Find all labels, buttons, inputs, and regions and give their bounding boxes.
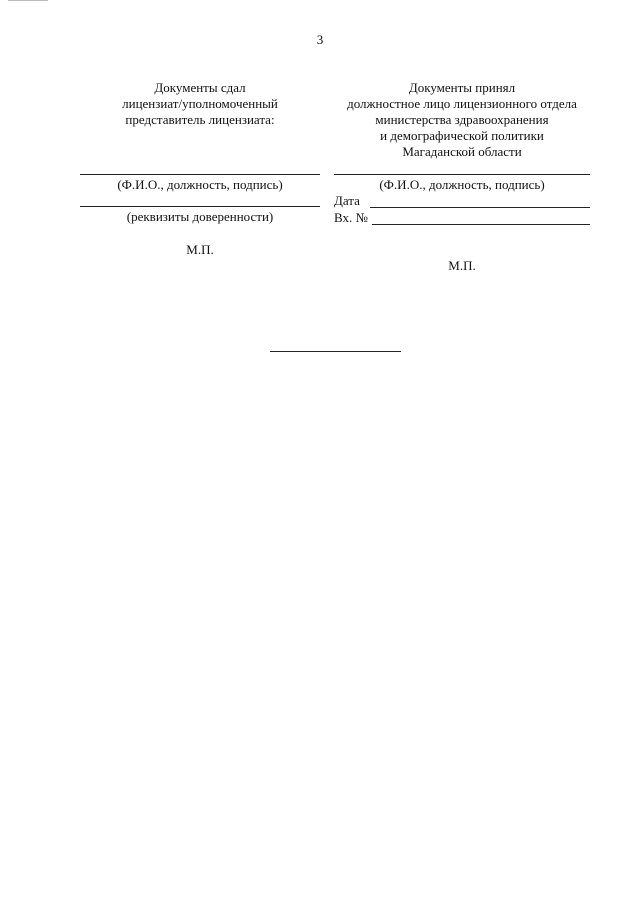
left-fio-caption: (Ф.И.О., должность, подпись)	[117, 177, 283, 192]
left-stamp-label: М.П.	[186, 242, 214, 257]
page-number: 3	[316, 32, 324, 47]
left-heading	[80, 80, 320, 128]
scan-corner-mark	[8, 0, 48, 1]
end-divider-line	[270, 351, 401, 352]
left-heading-line-2: лицензиат/уполномоченный	[122, 96, 278, 111]
right-incoming-line	[372, 224, 590, 225]
right-heading-line-2: должностное лицо лицензионного отдела	[347, 96, 577, 111]
right-heading-line-3: министерства здравоохранения	[375, 112, 549, 127]
right-signature-line	[334, 174, 590, 175]
left-power-of-attorney-caption: (реквизиты доверенности)	[126, 209, 274, 224]
left-heading-line-3: представитель лицензиата:	[125, 112, 275, 127]
right-heading-line-1: Документы принял	[408, 80, 516, 95]
right-heading-line-5: Магаданской области	[402, 144, 522, 159]
left-power-of-attorney-line	[80, 206, 320, 207]
right-date-line	[370, 207, 590, 208]
left-signature-line	[80, 174, 320, 175]
right-heading	[334, 80, 590, 160]
right-incoming-label: Вх. №	[334, 210, 368, 225]
right-stamp-label: М.П.	[448, 258, 476, 273]
left-heading-line-1: Документы сдал	[154, 80, 246, 95]
right-heading-line-4: и демографической политики	[380, 128, 544, 143]
right-fio-caption: (Ф.И.О., должность, подпись)	[379, 177, 545, 192]
right-date-label: Дата	[334, 193, 360, 208]
